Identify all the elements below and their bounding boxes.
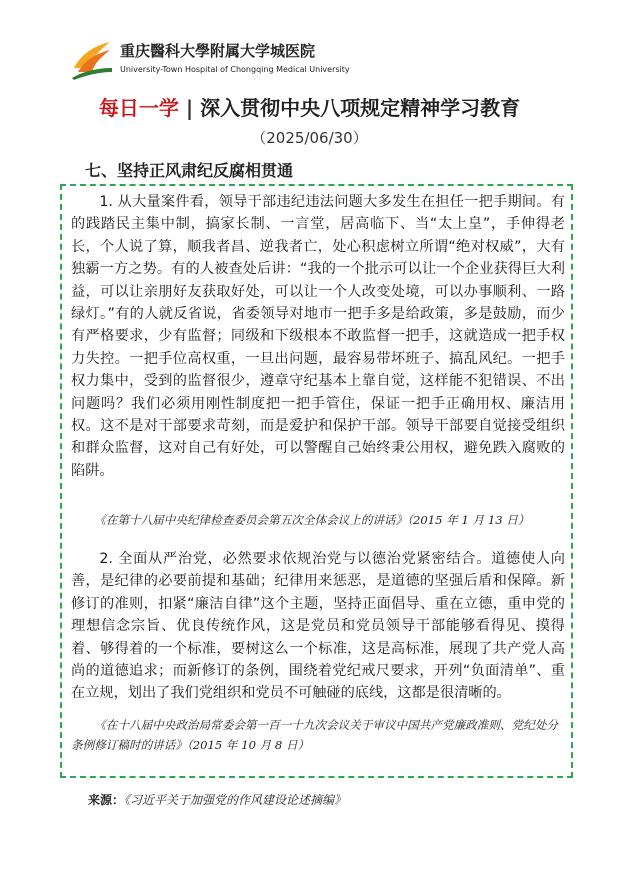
hospital-logo-icon	[70, 38, 114, 82]
paragraph-2: 2. 全面从严治党，必然要求依规治党与以德治党紧密结合。道德使人向善，是纪律的必要前提和基础；纪律用来惩恶，是道德的坚强后盾和保障。新修订的准则，扣紧“廉洁自律”这个主题，坚持正面倡导、重在立德，重申党的理想信念宗旨、优良传统作风，这是党员和党员领导干部能够看得见、摸得着、够得着的一个标准，要树这么一个标准，这是高标准，展现了共产党人高尚的道德追求；而新修订的条例，围绕着党纪戒尺要求，开列“负面清单”、重在立规，划出了我们党组织和党员不可触碰的底线，这都是很清晰的。	[71, 551, 565, 702]
source-text: 《习近平关于加强党的作风建设论述摘编》	[124, 793, 347, 807]
hospital-name-en: University-Town Hospital of Chongqing Medical University	[120, 65, 350, 74]
title-separator: |	[185, 96, 194, 120]
source-line	[88, 791, 346, 808]
paragraph-1: 1. 从大量案件看，领导干部违纪违法问题大多发生在担任一把手期间。有的践踏民主集中制，搞家长制、一言堂，居高临下、当“太上皇”，手伸得老长，个人说了算，顺我者昌、逆我者亡，处心积虑树立所谓“绝对权威”，大有独霸一方之势。有的人被查处后讲：“我的一个批示可以让一个企业获得巨大利益，可以让亲朋好友获取好处，可以让一个人改变处境，可以办事顺利、一路绿灯。”有的人就反省说，省委领导对地市一把手多是给政策，多是鼓励，而少有严格要求，少有监督；同级和下级根本不敢监督一把手，这就造成一把手权力失控。一把手位高权重，一旦出问题，最容易带坏班子、搞乱风纪。一把手权力集中，受到的监督很少，遵章守纪基本上靠自觉，这样能不犯错误、不出问题吗？我们必须用刚性制度把一把手管住，保证一把手正确用权、廉洁用权。这不是对干部要求苛刻，而是爱护和保护干部。领导干部要自觉接受组织和群众监督，这对自己有好处，可以警醒自己始终秉公用权，避免跌入腐败的陷阱。	[71, 194, 565, 479]
page-title	[0, 92, 619, 121]
section-title: 七、坚持正风肃纪反腐相贯通	[85, 161, 294, 180]
hospital-name-cn: 重庆醫科大學附属大学城医院	[120, 42, 316, 60]
title-text: 深入贯彻中央八项规定精神学习教育	[200, 96, 521, 120]
citation-1: 《在第十八届中央纪律检查委员会第五次全体会议上的讲话》（2015 年 1 月 13 日）	[94, 513, 530, 527]
source-label: 来源：	[88, 793, 125, 807]
publish-date: （2025/06/30）	[251, 129, 368, 147]
citation-2: 《在十八届中央政治局常委会第一百一十九次会议关于审议中国共产党廉政准则、党纪处分条例修订稿时的讲话》（2015 年 10 月 8 日）	[71, 718, 558, 752]
column-name: 每日一学	[98, 96, 179, 120]
